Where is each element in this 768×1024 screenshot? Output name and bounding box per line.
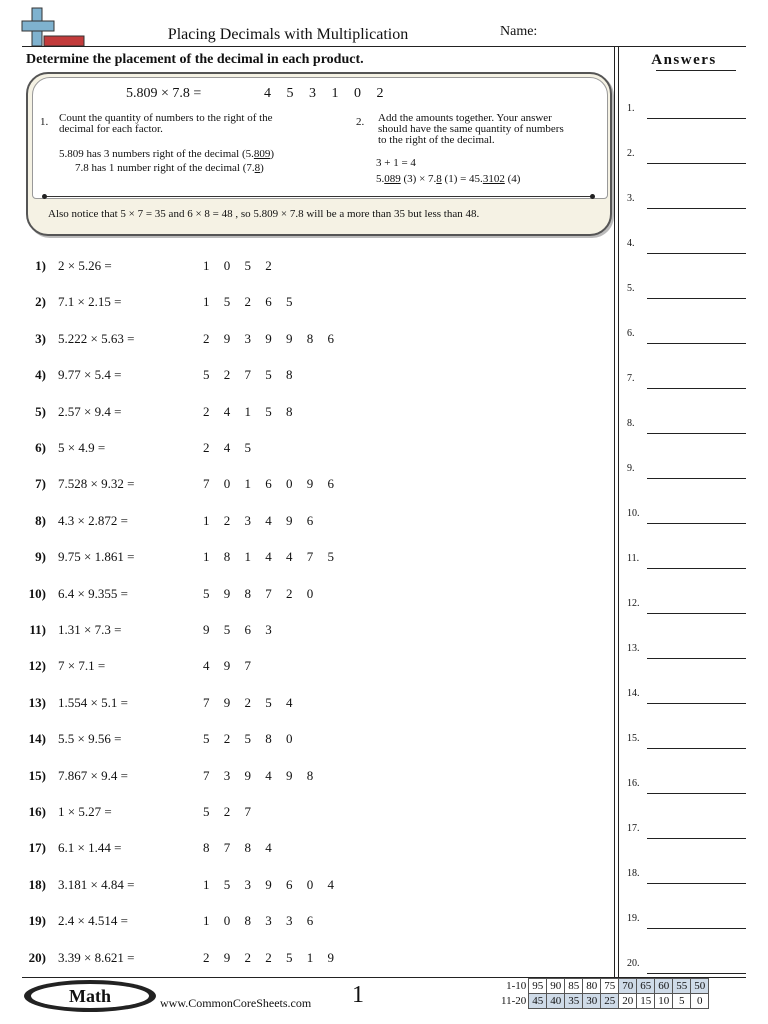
answer-blank[interactable] <box>647 838 746 839</box>
answer-number: 10. <box>627 508 640 519</box>
problem-digits: 1 0 8 3 3 6 <box>203 913 314 929</box>
problem-number: 7) <box>35 476 46 492</box>
problem-number: 19) <box>28 913 46 929</box>
answer-number: 9. <box>627 463 635 474</box>
problem-number: 8) <box>35 512 46 528</box>
answer-blank[interactable] <box>647 973 746 974</box>
answer-number: 6. <box>627 328 635 339</box>
answer-number: 2. <box>627 148 635 159</box>
score-cell: 95 <box>529 979 547 994</box>
answer-number: 3. <box>627 193 635 204</box>
problem-expression: 5.5 × 9.56 = <box>58 731 122 747</box>
score-cell: 60 <box>655 979 673 994</box>
page-number: 1 <box>352 982 364 1008</box>
problem-digits: 8 7 8 4 <box>203 840 272 856</box>
problem-digits: 2 4 5 <box>203 440 251 455</box>
answer-blank[interactable] <box>647 658 746 659</box>
problem-expression: 1.31 × 7.3 = <box>58 622 122 637</box>
problem-number: 5) <box>35 403 46 419</box>
score-cell: 50 <box>691 979 709 994</box>
score-cell: 0 <box>691 994 709 1009</box>
problem-row <box>0 840 600 860</box>
problem-number: 20) <box>28 949 46 965</box>
website-link[interactable]: www.CommonCoreSheets.com <box>160 996 312 1010</box>
example-step2-sum: 3 + 1 = 4 <box>376 157 416 169</box>
problem-number: 2) <box>35 294 46 310</box>
answer-blank[interactable] <box>647 613 746 614</box>
worksheet-title: Placing Decimals with Multiplication <box>167 26 409 43</box>
problem-number: 10) <box>28 585 46 601</box>
score-cell: 70 <box>619 979 637 994</box>
answer-number: 12. <box>627 598 640 609</box>
problem-row <box>0 476 600 496</box>
problem-number: 12) <box>28 658 46 674</box>
answer-blank[interactable] <box>647 388 746 389</box>
problem-digits: 7 0 1 6 0 9 6 <box>203 476 334 492</box>
score-row <box>498 979 709 994</box>
answers-heading: Answers <box>651 52 717 68</box>
score-cell: 5 <box>673 994 691 1009</box>
score-cell: 65 <box>637 979 655 994</box>
problem-row <box>0 877 600 897</box>
divider-dot-icon <box>42 194 47 199</box>
problem-row <box>0 695 600 715</box>
example-step1-number: 1. <box>40 116 49 128</box>
answer-number: 8. <box>627 418 635 429</box>
problem-digits: 1 5 3 9 6 0 4 <box>203 876 334 892</box>
example-step2-text <box>378 113 564 146</box>
problem-number: 17) <box>28 840 46 856</box>
problem-digits: 9 5 6 3 <box>203 622 272 637</box>
problem-digits: 5 9 8 7 2 0 <box>203 585 314 601</box>
answer-number: 5. <box>627 283 635 294</box>
score-cell: 10 <box>655 994 673 1009</box>
score-cell: 30 <box>583 994 601 1009</box>
problem-expression: 5.222 × 5.63 = <box>58 330 135 346</box>
problem-row <box>0 768 600 788</box>
problem-expression: 7 × 7.1 = <box>58 658 106 674</box>
problem-row <box>0 549 600 569</box>
answer-blank[interactable] <box>647 793 746 794</box>
example-problem: 5.809 × 7.8 = <box>126 86 202 101</box>
problem-expression: 7.1 × 2.15 = <box>58 294 122 310</box>
column-divider <box>614 47 615 977</box>
problem-expression: 1.554 × 5.1 = <box>58 694 128 710</box>
example-step2-line: Add the amounts together. Your answer <box>378 112 552 124</box>
answer-number: 4. <box>627 238 635 249</box>
answer-number: 13. <box>627 643 640 654</box>
problem-digits: 7 9 2 5 4 <box>203 694 293 710</box>
problem-number: 18) <box>28 876 46 892</box>
example-step2-number: 2. <box>356 116 365 128</box>
example-step1-detail2: 7.8 has 1 number right of the decimal (7.8) <box>75 162 264 174</box>
score-cell: 35 <box>565 994 583 1009</box>
answer-number: 19. <box>627 913 640 924</box>
problem-row <box>0 804 600 824</box>
answer-blank[interactable] <box>647 343 746 344</box>
problem-number: 6) <box>35 440 46 455</box>
name-label: Name: <box>500 24 538 39</box>
example-digits: 4 5 3 1 0 2 <box>264 86 384 101</box>
problem-row <box>0 331 600 351</box>
problem-number: 9) <box>35 549 46 565</box>
answer-number: 1. <box>627 103 635 114</box>
problem-expression: 6.1 × 1.44 = <box>58 840 122 856</box>
score-cell: 20 <box>619 994 637 1009</box>
example-step1-line: Count the quantity of numbers to the right of the <box>59 112 273 124</box>
example-step2-calc: 5.089 (3) × 7.8 (1) = 45.3102 (4) <box>376 173 521 185</box>
column-divider <box>618 47 619 977</box>
problem-row <box>0 258 600 278</box>
problem-row <box>0 294 600 314</box>
problem-digits: 4 9 7 <box>203 658 251 674</box>
problem-number: 11) <box>29 622 46 637</box>
problem-expression: 7.867 × 9.4 = <box>58 767 128 783</box>
problem-digits: 5 2 7 <box>203 804 251 819</box>
problem-expression: 2.57 × 9.4 = <box>58 403 122 419</box>
problem-number: 14) <box>28 731 46 747</box>
score-cell: 85 <box>565 979 583 994</box>
problem-number: 3) <box>35 330 46 346</box>
header-rule <box>22 46 746 47</box>
problem-expression: 2.4 × 4.514 = <box>58 913 128 929</box>
problem-row <box>0 731 600 751</box>
answer-blank[interactable] <box>647 523 746 524</box>
score-cell: 75 <box>601 979 619 994</box>
score-table <box>498 978 709 1009</box>
score-cell: 55 <box>673 979 691 994</box>
problem-row <box>0 586 600 606</box>
score-row <box>498 994 709 1009</box>
score-cell: 90 <box>547 979 565 994</box>
problem-digits: 1 2 3 4 9 6 <box>203 512 314 528</box>
problem-expression: 3.39 × 8.621 = <box>58 949 135 965</box>
problem-digits: 1 8 1 4 4 7 5 <box>203 549 334 565</box>
problem-digits: 7 3 9 4 9 8 <box>203 767 314 783</box>
answer-blank[interactable] <box>647 478 746 479</box>
problem-number: 4) <box>35 367 46 383</box>
problem-digits: 5 2 7 5 8 <box>203 367 293 383</box>
problem-expression: 9.77 × 5.4 = <box>58 367 122 383</box>
math-logo-text: Math <box>31 984 149 1008</box>
problem-row <box>0 513 600 533</box>
divider-dot-icon <box>590 194 595 199</box>
problem-digits: 2 9 3 9 9 8 6 <box>203 330 334 346</box>
example-divider <box>44 196 594 197</box>
answer-number: 18. <box>627 868 640 879</box>
problem-expression: 5 × 4.9 = <box>58 440 106 455</box>
score-cell: 25 <box>601 994 619 1009</box>
problem-digits: 2 4 1 5 8 <box>203 403 293 419</box>
problem-digits: 2 9 2 2 5 1 9 <box>203 949 334 965</box>
problem-expression: 6.4 × 9.355 = <box>58 585 128 601</box>
answer-blank[interactable] <box>647 118 746 119</box>
problem-row <box>0 404 600 424</box>
problem-number: 1) <box>35 258 46 273</box>
math-logo <box>24 980 156 1012</box>
problem-digits: 1 0 5 2 <box>203 258 272 273</box>
score-range-label: 11-20 <box>501 995 527 1007</box>
example-step1-text <box>59 113 273 135</box>
problem-row <box>0 367 600 387</box>
answer-blank[interactable] <box>647 928 746 929</box>
example-step1-line: decimal for each factor. <box>59 123 163 135</box>
score-cell: 40 <box>547 994 565 1009</box>
problem-number: 16) <box>28 804 46 819</box>
problem-row <box>0 440 600 460</box>
answer-blank[interactable] <box>647 883 746 884</box>
problem-row <box>0 913 600 933</box>
problem-expression: 9.75 × 1.861 = <box>58 549 135 565</box>
answer-number: 14. <box>627 688 640 699</box>
problem-number: 15) <box>28 767 46 783</box>
answer-blank[interactable] <box>647 433 746 434</box>
problem-digits: 5 2 5 8 0 <box>203 731 293 747</box>
answer-blank[interactable] <box>647 748 746 749</box>
answer-number: 7. <box>627 373 635 384</box>
answer-blank[interactable] <box>647 703 746 704</box>
problem-expression: 1 × 5.27 = <box>58 804 112 819</box>
score-cell: 80 <box>583 979 601 994</box>
score-cell: 15 <box>637 994 655 1009</box>
instruction-text: Determine the placement of the decimal in each product. <box>26 52 364 67</box>
example-step1-detail1: 5.809 has 3 numbers right of the decimal (5.809) <box>59 148 275 160</box>
answer-number: 17. <box>627 823 640 834</box>
example-step2-line: should have the same quantity of numbers <box>378 123 564 135</box>
answer-blank[interactable] <box>647 253 746 254</box>
score-range-label: 1-10 <box>506 980 527 992</box>
problem-expression: 3.181 × 4.84 = <box>58 876 135 892</box>
answer-blank[interactable] <box>647 568 746 569</box>
answer-number: 16. <box>627 778 640 789</box>
answer-number: 11. <box>627 553 640 564</box>
problem-row <box>0 950 600 970</box>
problem-expression: 4.3 × 2.872 = <box>58 512 128 528</box>
answer-blank[interactable] <box>647 298 746 299</box>
problem-expression: 2 × 5.26 = <box>58 258 112 273</box>
problem-number: 13) <box>28 694 46 710</box>
problem-digits: 1 5 2 6 5 <box>203 294 293 310</box>
answer-number: 20. <box>627 958 640 969</box>
answer-blank[interactable] <box>647 208 746 209</box>
example-notice: Also notice that 5 × 7 = 35 and 6 × 8 = 48 , so 5.809 × 7.8 will be a more than 35 but less than 48. <box>48 208 480 220</box>
answers-heading-underline <box>656 70 736 71</box>
problem-expression: 7.528 × 9.32 = <box>58 476 135 492</box>
answer-blank[interactable] <box>647 163 746 164</box>
score-cell: 45 <box>529 994 547 1009</box>
problem-row <box>0 622 600 642</box>
answer-number: 15. <box>627 733 640 744</box>
example-step2-line: to the right of the decimal. <box>378 134 495 146</box>
problem-row <box>0 658 600 678</box>
